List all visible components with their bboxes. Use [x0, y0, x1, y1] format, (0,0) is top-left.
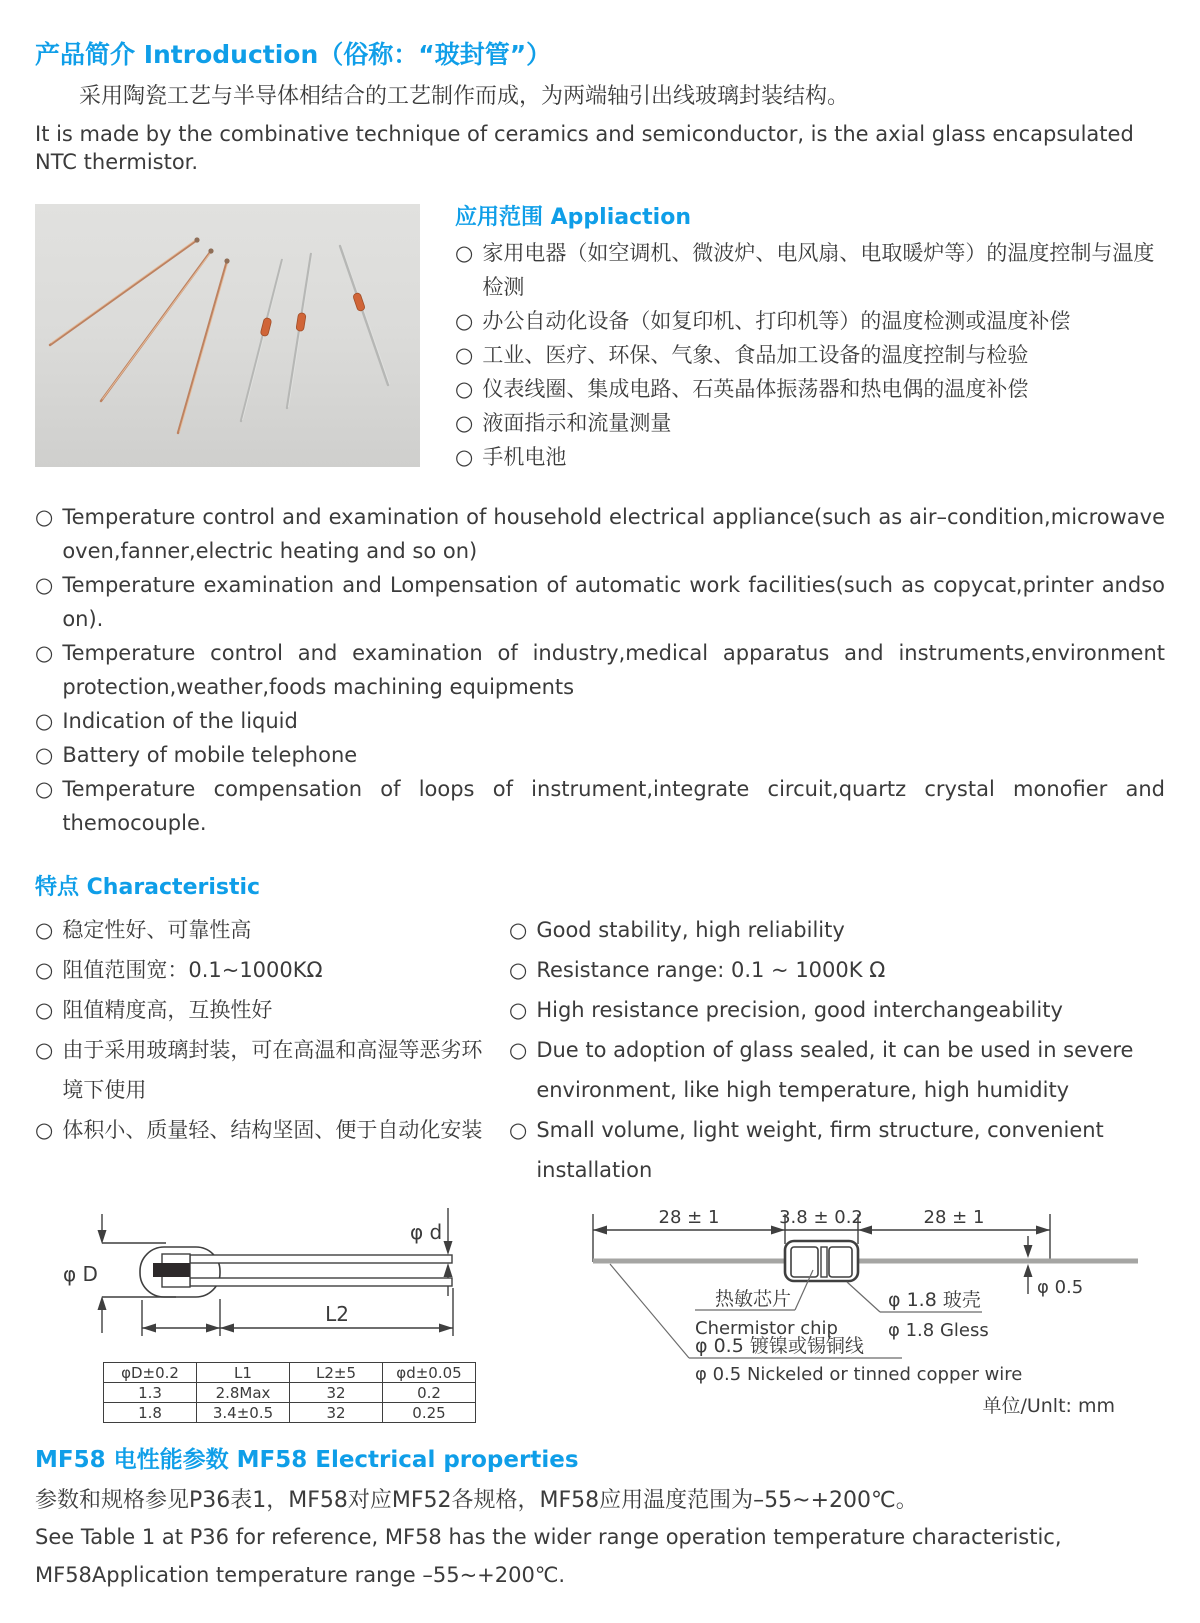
circle-bullet: ○: [35, 958, 54, 982]
dimension-drawing-block: [585, 1200, 1145, 1429]
lead-bottom: [190, 1278, 452, 1286]
list-item: ○ 液面指示和流量测量: [455, 406, 1165, 440]
col-header-L1: L1: [197, 1363, 290, 1383]
list-item: ○ Small volume, light weight, firm structure, convenient installation: [509, 1110, 1165, 1190]
list-item: ○ Temperature control and examination of household electrical appliance(such as air–condition,microwave oven,fanner,electric heating and so on): [35, 500, 1165, 568]
chip-label-zh: 热敏芯片: [715, 1288, 792, 1310]
list-item: ○ Battery of mobile telephone: [35, 738, 1165, 772]
intro-paragraph-en: It is made by the combinative technique of ceramics and semiconductor, is the axial glass encapsulated NTC thermistor.: [35, 122, 1134, 174]
outline-drawing-block: [60, 1200, 480, 1423]
table-header-row: [104, 1363, 476, 1383]
cell: 3.4±0.5: [197, 1403, 290, 1423]
list-item: ○ 仪表线圈、集成电路、石英晶体振荡器和热电偶的温度补偿: [455, 372, 1165, 406]
list-item: ○ Temperature control and examination of industry,medical apparatus and instruments,environment protection,weather,foods machining equipments: [35, 636, 1165, 704]
dim-wire-dia: φ 0.5: [1037, 1277, 1084, 1298]
circle-bullet: ○: [35, 743, 54, 767]
intro-section: [35, 40, 1165, 176]
list-item: ○ Good stability, high reliability: [509, 910, 1165, 950]
characteristic-heading: 特点 Characteristic: [35, 875, 261, 900]
characteristic-section: [35, 874, 1165, 1190]
circle-bullet: ○: [455, 445, 474, 469]
mf58-heading: MF58 电性能参数 MF58 Electrical properties: [35, 1447, 579, 1473]
chip-region: [791, 1247, 818, 1277]
circle-bullet: ○: [35, 777, 54, 801]
list-item: ○ Due to adoption of glass sealed, it can be used in severe environment, like high temperature, high humidity: [509, 1030, 1165, 1110]
circle-bullet: ○: [35, 1118, 54, 1142]
photo-application-row: [35, 204, 1165, 474]
cell: 32: [290, 1383, 383, 1403]
cell: 1.8: [104, 1403, 197, 1423]
circle-bullet: ○: [509, 918, 528, 942]
cell: 1.3: [104, 1383, 197, 1403]
chip-label-en: Chermistor chip: [695, 1318, 838, 1339]
application-list-en: [35, 500, 1165, 840]
circle-bullet: ○: [35, 709, 54, 733]
L2-label: L2: [325, 1302, 349, 1326]
dim-right: 28 ± 1: [923, 1207, 985, 1228]
application-heading: 应用范围 Appliaction: [455, 205, 691, 230]
glass-label-zh: φ 1.8 玻壳: [888, 1289, 981, 1311]
circle-bullet: ○: [35, 505, 54, 529]
list-item: ○ 阻值精度高，互换性好: [35, 990, 487, 1030]
col-header-phiD: φD±0.2: [104, 1363, 197, 1383]
outline-drawing: [60, 1200, 480, 1352]
list-item: ○ 手机电池: [455, 440, 1165, 474]
list-item: ○ High resistance precision, good interchangeability: [509, 990, 1165, 1030]
list-item: ○ 由于采用玻璃封装，可在高温和高湿等恶劣环境下使用: [35, 1030, 487, 1110]
characteristic-list-en: [509, 910, 1165, 1190]
cell: 32: [290, 1403, 383, 1423]
circle-bullet: ○: [509, 958, 528, 982]
list-item: ○ Temperature examination and Lompensation of automatic work facilities(such as copycat,printer andso on).: [35, 568, 1165, 636]
list-item: ○ Temperature compensation of loops of instrument,integrate circuit,quartz crystal monofier and themocouple.: [35, 772, 1165, 840]
wire-label-en: φ 0.5 Nickeled or tinned copper wire: [695, 1364, 1023, 1385]
phi-d-label: φ d: [410, 1220, 443, 1244]
list-item: ○ Indication of the liquid: [35, 704, 1165, 738]
circle-bullet: ○: [35, 573, 54, 597]
table-row: [104, 1403, 476, 1423]
mf58-paragraph-en2: MF58Application temperature range –55~+200℃.: [35, 1563, 566, 1587]
product-photo: [35, 204, 420, 467]
glass-label-en: φ 1.8 Gless: [888, 1320, 989, 1341]
application-section: [455, 204, 1165, 474]
photo-background: [35, 204, 420, 467]
mf58-paragraph-en1: See Table 1 at P36 for reference, MF58 has the wider range operation temperature characteristic,: [35, 1525, 1062, 1549]
wire-label-zh: φ 0.5 镀镍或锡铜线: [695, 1335, 864, 1357]
circle-bullet: ○: [455, 309, 474, 333]
circle-bullet: ○: [509, 998, 528, 1022]
chip-bar: [153, 1263, 190, 1277]
list-item: ○ Resistance range: 0.1 ~ 1000K Ω: [509, 950, 1165, 990]
cell: 0.2: [383, 1383, 476, 1403]
list-item: ○ 体积小、质量轻、结构坚固、便于自动化安装: [35, 1110, 487, 1150]
chip-divider: [821, 1247, 827, 1277]
dim-left: 28 ± 1: [658, 1207, 720, 1228]
list-item: ○ 工业、医疗、环保、气象、食品加工设备的温度控制与检验: [455, 338, 1165, 372]
application-list: [455, 236, 1165, 474]
list-item: ○ 阻值范围宽：0.1~1000KΩ: [35, 950, 487, 990]
dimension-table: [103, 1362, 476, 1423]
dim-middle: 3.8 ± 0.2: [779, 1207, 863, 1228]
circle-bullet: ○: [35, 641, 54, 665]
circle-bullet: ○: [35, 1038, 54, 1062]
col-header-phid: φd±0.05: [383, 1363, 476, 1383]
mf58-paragraph-zh: 参数和规格参见P36表1，MF58对应MF52各规格，MF58应用温度范围为–55~+200℃。: [35, 1488, 918, 1513]
list-item: ○ 稳定性好、可靠性高: [35, 910, 487, 950]
circle-bullet: ○: [509, 1118, 528, 1142]
drawings-section: [35, 1200, 1165, 1429]
dimension-drawing: [585, 1200, 1145, 1425]
list-item: ○ 办公自动化设备（如复印机、打印机等）的温度检测或温度补偿: [455, 304, 1165, 338]
circle-bullet: ○: [35, 998, 54, 1022]
page-title: 产品简介 Introduction（俗称：“玻封管”）: [35, 40, 552, 69]
list-item: ○ 家用电器（如空调机、微波炉、电风扇、电取暖炉等）的温度控制与温度检测: [455, 236, 1165, 304]
glass-region: [829, 1247, 852, 1277]
circle-bullet: ○: [35, 918, 54, 942]
mf58-section: [35, 1445, 1165, 1593]
table-row: [104, 1383, 476, 1403]
cell: 2.8Max: [197, 1383, 290, 1403]
lead-top: [190, 1255, 452, 1263]
characteristic-list-zh: [35, 910, 487, 1190]
cell: 0.25: [383, 1403, 476, 1423]
circle-bullet: ○: [455, 343, 474, 367]
col-header-L2: L2±5: [290, 1363, 383, 1383]
circle-bullet: ○: [455, 377, 474, 401]
circle-bullet: ○: [455, 241, 474, 265]
unit-label: 单位/Unlt: mm: [982, 1395, 1115, 1417]
circle-bullet: ○: [455, 411, 474, 435]
intro-paragraph-zh: 采用陶瓷工艺与半导体相结合的工艺制作而成，为两端轴引出线玻璃封装结构。: [79, 84, 850, 109]
phi-D-label: φ D: [63, 1262, 98, 1286]
characteristic-columns: [35, 910, 1165, 1190]
circle-bullet: ○: [509, 1038, 528, 1062]
